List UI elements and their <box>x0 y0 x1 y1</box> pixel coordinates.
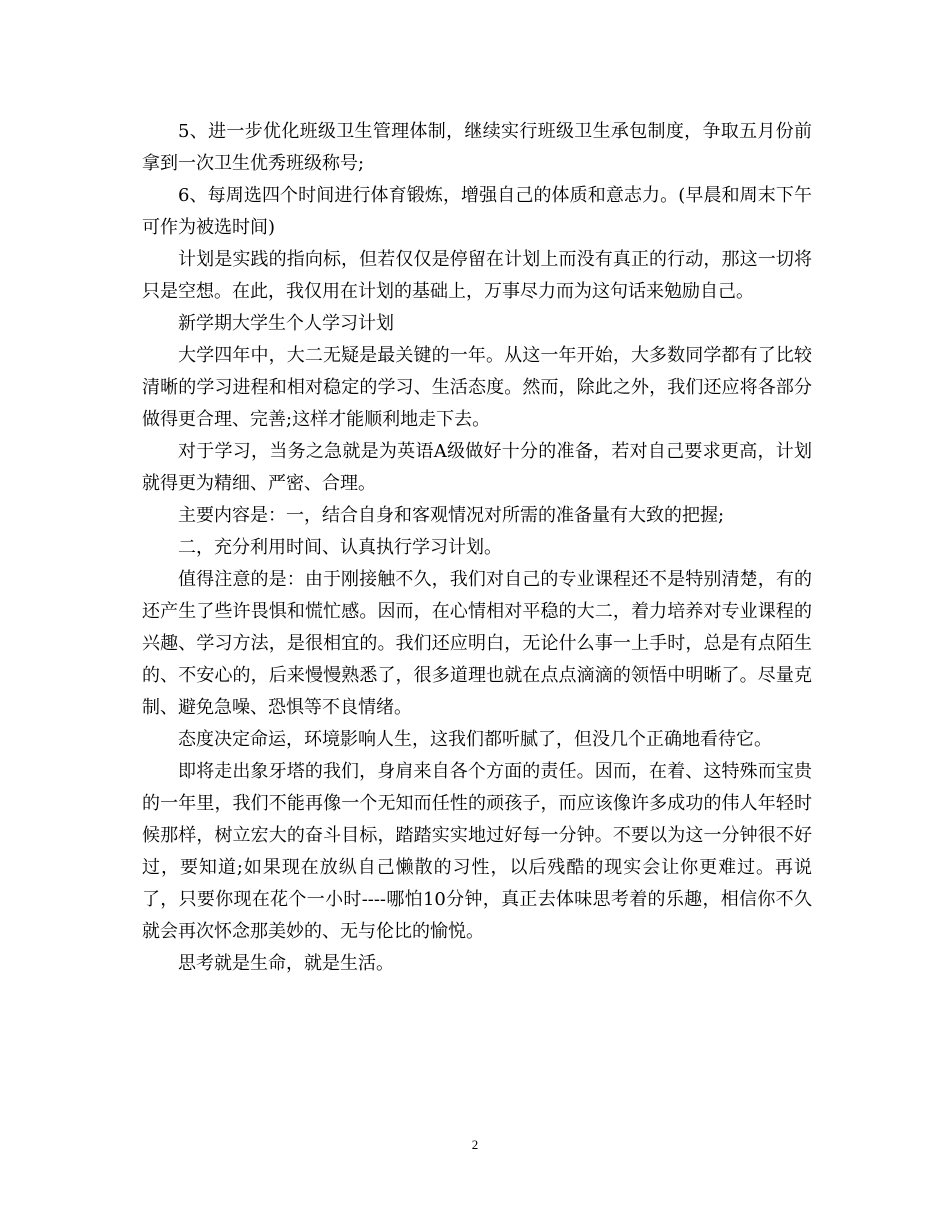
paragraph-main-content-2: 二，充分利用时间、认真执行学习计划。 <box>178 537 502 558</box>
paragraph-sophomore-year: 大学四年中，大二无疑是最关键的一年。从这一年开始，大多数同学都有了比较清晰的学习进程和相对稳定的学习、生活态度。然而，除此之外，我们还应将各部分做得更合理、完善;这样才能顺利地走下去。 <box>142 345 812 430</box>
paragraph-exercise-plan: 6、每周选四个时间进行体育锻炼，增强自己的体质和意志力。(早晨和周末下午可作为被选时间) <box>142 185 812 238</box>
paragraph-plan-guidance: 计划是实践的指向标，但若仅仅是停留在计划上而没有真正的行动，那这一切将只是空想。在此，我仅用在计划的基础上，万事尽力而为这句话来勉励自己。 <box>142 249 812 302</box>
paragraph-main-content-1: 主要内容是：一，结合自身和客观情况对所需的准备量有大致的把握; <box>178 505 725 526</box>
paragraph-hygiene-plan: 5、进一步优化班级卫生管理体制，继续实行班级卫生承包制度，争取五月份前拿到一次卫生优秀班级称号; <box>142 121 812 174</box>
document-body <box>142 116 812 980</box>
paragraph-attention: 值得注意的是：由于刚接触不久，我们对自己的专业课程还不是特别清楚，有的还产生了些许畏惧和慌忙感。因而，在心情相对平稳的大二，着力培养对专业课程的兴趣、学习方法，是很相宜的。我们还应明白，无论什么事一上手时，总是有点陌生的、不安心的，后来慢慢熟悉了，很多道理也就在点点滴滴的领悟中明晰了。尽量克制、避免急噪、恐惧等不良情绪。 <box>142 569 812 718</box>
paragraph-english-exam: 对于学习，当务之急就是为英语A级做好十分的准备，若对自己要求更高，计划就得更为精细、严密、合理。 <box>142 441 812 494</box>
section-heading: 新学期大学生个人学习计划 <box>178 313 394 334</box>
paragraph-responsibility: 即将走出象牙塔的我们，身肩来自各个方面的责任。因而，在着、这特殊而宝贵的一年里，我们不能再像一个无知而任性的顽孩子，而应该像许多成功的伟人年轻时候那样，树立宏大的奋斗目标，踏踏实实地过好每一分钟。不要以为这一分钟很不好过，要知道;如果现在放纵自己懒散的习性，以后残酷的现实会让你更难过。再说了，只要你现在花个一小时----哪怕10分钟，真正去体味思考着的乐趣，相信你不久就会再次怀念那美妙的、无与伦比的愉悦。 <box>142 761 812 942</box>
paragraph-attitude: 态度决定命运，环境影响人生，这我们都听腻了，但没几个正确地看待它。 <box>178 729 772 750</box>
page-number: 2 <box>471 1137 479 1152</box>
paragraph-thinking: 思考就是生命，就是生活。 <box>178 953 394 974</box>
